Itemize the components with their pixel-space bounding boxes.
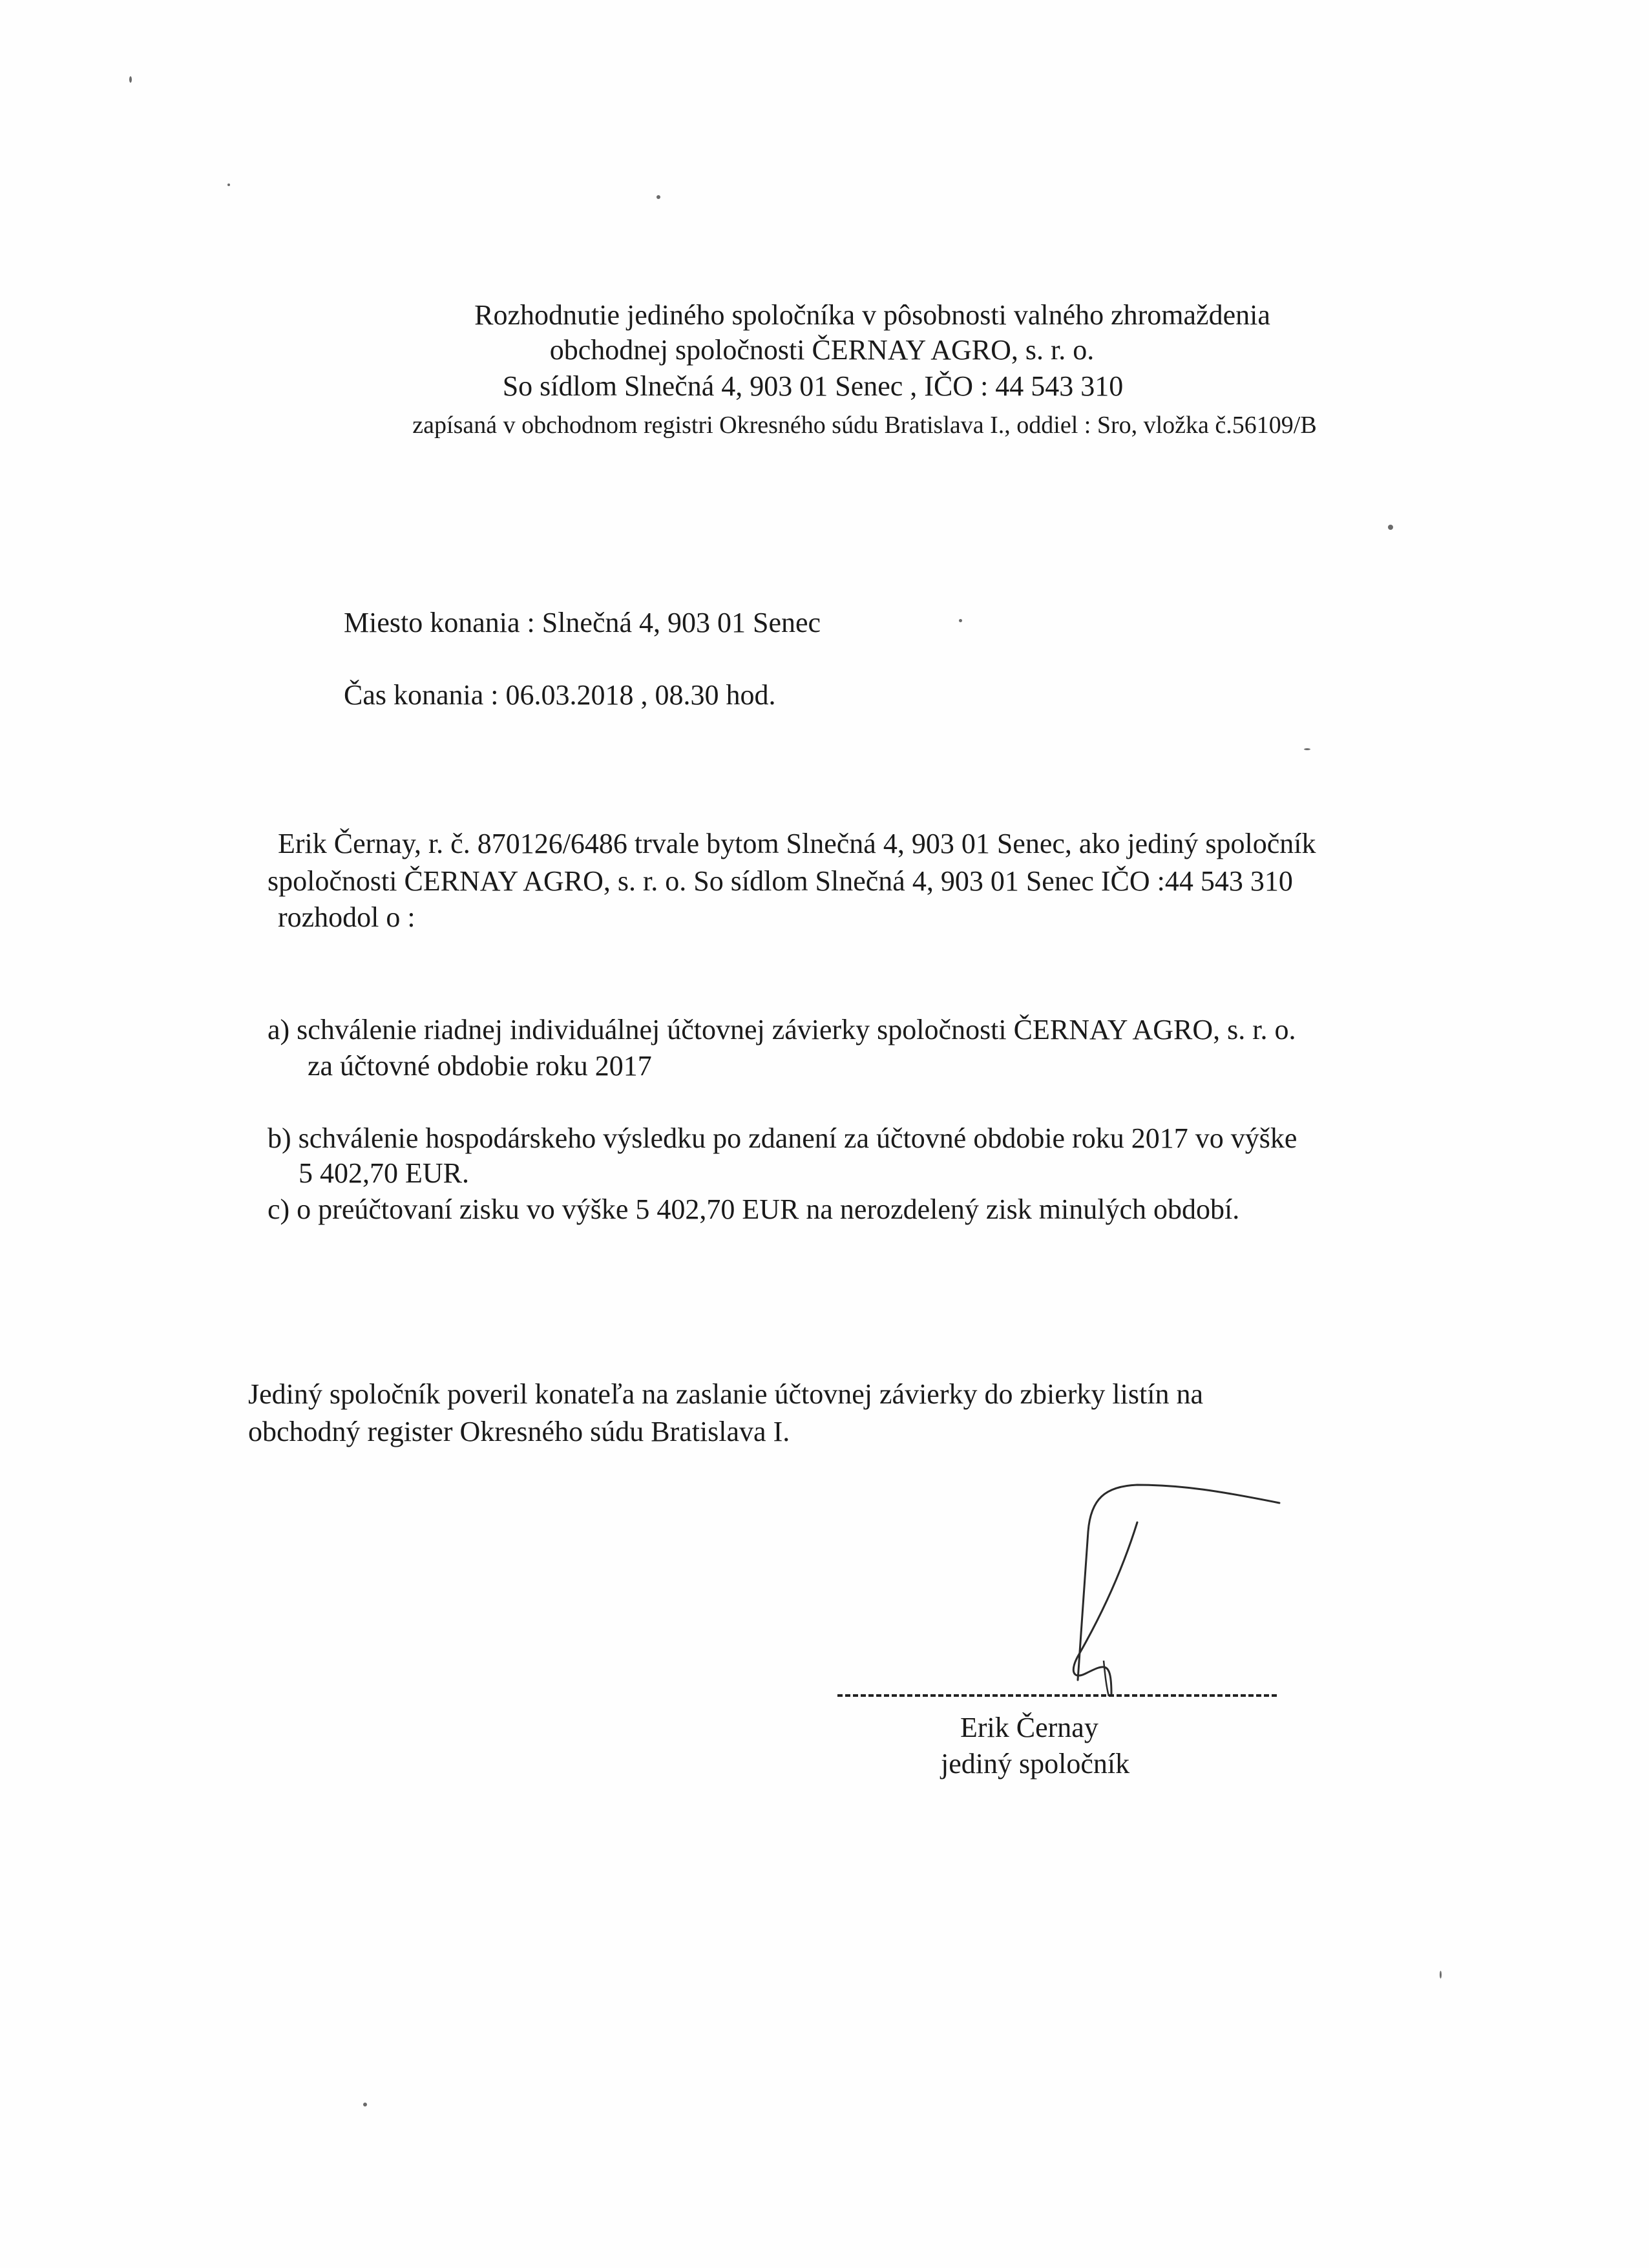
scan-speck <box>363 2103 367 2106</box>
intro-line2: spoločnosti ČERNAY AGRO, s. r. o. So sídlom Slnečná 4, 903 01 Senec IČO :44 543 310 <box>268 865 1293 897</box>
scan-speck <box>1440 1971 1442 1979</box>
header-registry-line: zapísaná v obchodnom registri Okresného súdu Bratislava I., oddiel : Sro, vložka č.56109/B <box>412 412 1317 439</box>
scan-speck <box>129 76 132 83</box>
scan-speck <box>1388 525 1393 530</box>
meeting-place: Miesto konania : Slnečná 4, 903 01 Senec <box>344 607 821 638</box>
scan-speck <box>1304 748 1310 750</box>
decision-a-line2: za účtovné obdobie roku 2017 <box>308 1050 652 1082</box>
intro-line1: Erik Černay, r. č. 870126/6486 trvale bytom Slnečná 4, 903 01 Senec, ako jediný spoločník <box>278 828 1316 859</box>
scan-speck <box>227 184 230 186</box>
closing-line2: obchodný register Okresného súdu Bratislava I. <box>248 1416 790 1447</box>
signatory-role: jediný spoločník <box>941 1748 1130 1780</box>
scan-speck <box>959 619 962 622</box>
decision-c-line1: c) o preúčtovaní zisku vo výške 5 402,70 EUR na nerozdelený zisk minulých období. <box>268 1193 1240 1225</box>
header-title-line2: obchodnej spoločnosti ČERNAY AGRO, s. r. o. <box>549 334 1095 366</box>
decision-b-line1: b) schválenie hospodárskeho výsledku po zdanení za účtovné obdobie roku 2017 vo výške <box>268 1122 1297 1154</box>
meeting-time: Čas konania : 06.03.2018 , 08.30 hod. <box>344 679 776 711</box>
closing-line1: Jediný spoločník poveril konateľa na zaslanie účtovnej závierky do zbierky listín na <box>248 1378 1203 1410</box>
handwritten-signature <box>1008 1447 1305 1719</box>
signature-line <box>837 1694 1277 1697</box>
decision-b-line2: 5 402,70 EUR. <box>299 1157 469 1189</box>
intro-line3: rozhodol o : <box>278 901 415 933</box>
decision-a-line1: a) schválenie riadnej individuálnej účtovnej závierky spoločnosti ČERNAY AGRO, s. r. o. <box>268 1014 1296 1045</box>
header-address-line: So sídlom Slnečná 4, 903 01 Senec , IČO : 44 543 310 <box>502 370 1124 402</box>
scan-speck <box>656 195 660 199</box>
signatory-name: Erik Černay <box>960 1712 1098 1743</box>
header-title-line1: Rozhodnutie jediného spoločníka v pôsobnosti valného zhromaždenia <box>474 299 1270 331</box>
